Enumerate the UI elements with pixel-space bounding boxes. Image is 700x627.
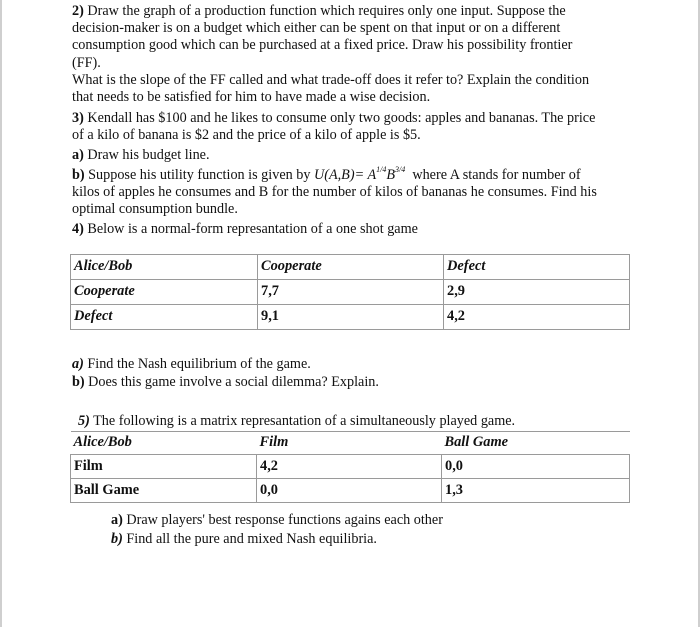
q5-cell-fb: 0,0	[442, 455, 630, 479]
q4b-label: b)	[72, 374, 85, 390]
q4a-text: Find the Nash equilibrium of the game.	[87, 356, 311, 372]
q2-text-1: Draw the graph of a production function which requires only one input. Suppose the	[87, 3, 566, 19]
q4-cell-dc: 9,1	[258, 305, 444, 330]
q5-intro	[78, 413, 515, 430]
q5b-text: Find all the pure and mixed Nash equilibria.	[126, 531, 377, 547]
q5-row-film-label: Film	[71, 455, 257, 479]
q2-line-1	[72, 3, 566, 20]
q5-cell-bb: 1,3	[442, 479, 630, 503]
utility-formula	[314, 167, 405, 183]
q4-cell-cd: 2,9	[444, 280, 630, 305]
q5-game-table	[70, 431, 630, 503]
q4-header-players: Alice/Bob	[71, 255, 258, 280]
q4-row-cooperate-label: Cooperate	[71, 280, 258, 305]
q3-line-2: of a kilo of banana is $2 and the price of a kilo of apple is $5.	[72, 127, 421, 143]
q4-game-table	[70, 254, 630, 330]
table-row	[71, 455, 630, 479]
exponent-a: 1/4	[376, 165, 387, 175]
table-row	[71, 305, 630, 330]
q4a-label: a)	[72, 356, 84, 372]
q4b	[72, 374, 379, 391]
q5-number: 5)	[78, 413, 90, 429]
q4-cell-cc: 7,7	[258, 280, 444, 305]
page-left-edge	[0, 0, 2, 627]
q4b-text: Does this game involve a social dilemma? Explain.	[88, 374, 379, 390]
q3b-line-3: optimal consumption bundle.	[72, 201, 238, 217]
q5a	[111, 512, 443, 529]
q5-cell-bf: 0,0	[257, 479, 442, 503]
q3b-pre: Suppose his utility function is given by	[88, 167, 311, 183]
q3-number: 3)	[72, 110, 84, 126]
q3b-line-2: kilos of apples he consumes and B for the number of kilos of bananas he consumes. Find his	[72, 184, 597, 200]
q4-row-defect-label: Defect	[71, 305, 258, 330]
q5-row-ball-game-label: Ball Game	[71, 479, 257, 503]
q5a-label: a)	[111, 512, 123, 528]
table-row	[71, 432, 630, 455]
q3a-text: Draw his budget line.	[87, 147, 210, 163]
q3-text-1: Kendall has $100 and he likes to consume only two goods: apples and bananas. The price	[87, 110, 596, 126]
exponent-b: 3/4	[395, 165, 406, 175]
q2-line-5: What is the slope of the FF called and what trade-off does it refer to? Explain the condition	[72, 72, 590, 88]
q3-line-1	[72, 110, 595, 127]
q4-text: Below is a normal-form represantation of a one shot game	[87, 221, 418, 237]
q5-header-film: Film	[257, 432, 442, 455]
q4-number: 4)	[72, 221, 84, 237]
q2-line-2: decision-maker is on a budget which either can be spent on that input or on a different	[72, 20, 561, 36]
q4-header-defect: Defect	[444, 255, 630, 280]
q3a-label: a)	[72, 147, 84, 163]
q3b-line-1	[72, 167, 581, 184]
q5-header-players: Alice/Bob	[71, 432, 257, 455]
q5-header-ball-game: Ball Game	[442, 432, 630, 455]
q4-header-cooperate: Cooperate	[258, 255, 444, 280]
q2-line-6: that needs to be satisfied for him to have made a wise decision.	[72, 89, 431, 105]
q5-text: The following is a matrix represantation of a simultaneously played game.	[93, 413, 516, 429]
utility-formula-b: B	[386, 167, 396, 183]
q4a	[72, 356, 311, 373]
q4-cell-dd: 4,2	[444, 305, 630, 330]
q2-line-4: (FF).	[72, 55, 101, 71]
table-row	[71, 479, 630, 503]
q2-number: 2)	[72, 3, 84, 19]
q5b	[111, 531, 377, 548]
q3b-label: b)	[72, 167, 85, 183]
q5a-text: Draw players' best response functions agains each other	[126, 512, 443, 528]
q4-intro	[72, 221, 418, 238]
table-row	[71, 280, 630, 305]
table-row	[71, 255, 630, 280]
q5-cell-ff: 4,2	[257, 455, 442, 479]
q3a	[72, 147, 210, 164]
q2-line-3: consumption good which can be purchased at a fixed price. Draw his possibility frontier	[72, 37, 573, 53]
q3b-post: where A stands for number of	[412, 167, 581, 183]
q5b-label: b)	[111, 531, 123, 547]
utility-formula-base: U(A,B)= A	[314, 167, 377, 183]
